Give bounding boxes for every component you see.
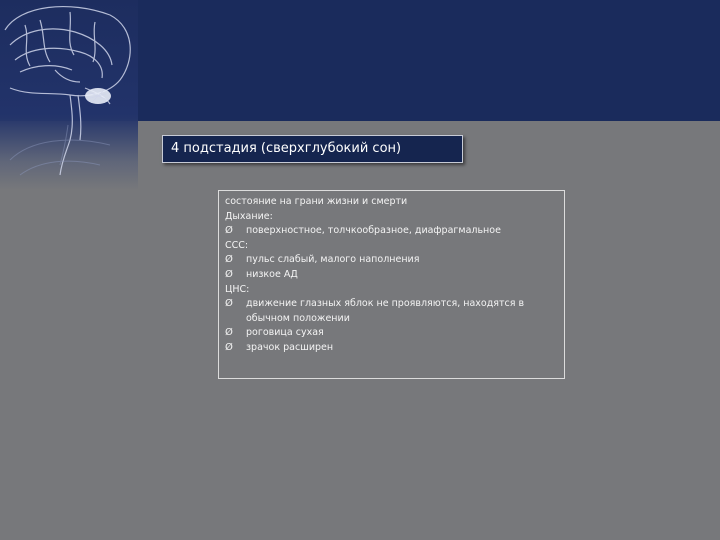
list-item: Ø поверхностное, толчкообразное, диафрагмальное [225, 224, 557, 239]
section-heading-cardio: ССС: [225, 239, 249, 251]
arrow-bullet-icon: Ø [225, 341, 233, 353]
content-box [218, 190, 565, 379]
list-item: Ø низкое АД [225, 268, 557, 283]
slide-title-box [162, 135, 463, 163]
intro-line: состояние на грани жизни и смерти [225, 196, 408, 207]
arrow-bullet-icon: Ø [225, 268, 233, 280]
section-heading-cns: ЦНС: [225, 283, 250, 295]
list-item: Ø пульс слабый, малого наполнения [225, 253, 557, 268]
arrow-bullet-icon: Ø [225, 327, 233, 339]
content-text [225, 195, 557, 356]
slide-title: 4 подстадия (сверхглубокий сон) [171, 141, 402, 156]
list-item: Ø движение глазных яблок не проявляются, находятся в обычном положении [225, 297, 557, 326]
arrow-bullet-icon: Ø [225, 225, 233, 237]
list-item: Ø зрачок расширен [225, 341, 557, 356]
brain-illustration [0, 0, 138, 190]
arrow-bullet-icon: Ø [225, 298, 233, 310]
section-heading-breathing: Дыхание: [225, 210, 273, 222]
list-item: Ø роговица сухая [225, 326, 557, 341]
arrow-bullet-icon: Ø [225, 254, 233, 266]
